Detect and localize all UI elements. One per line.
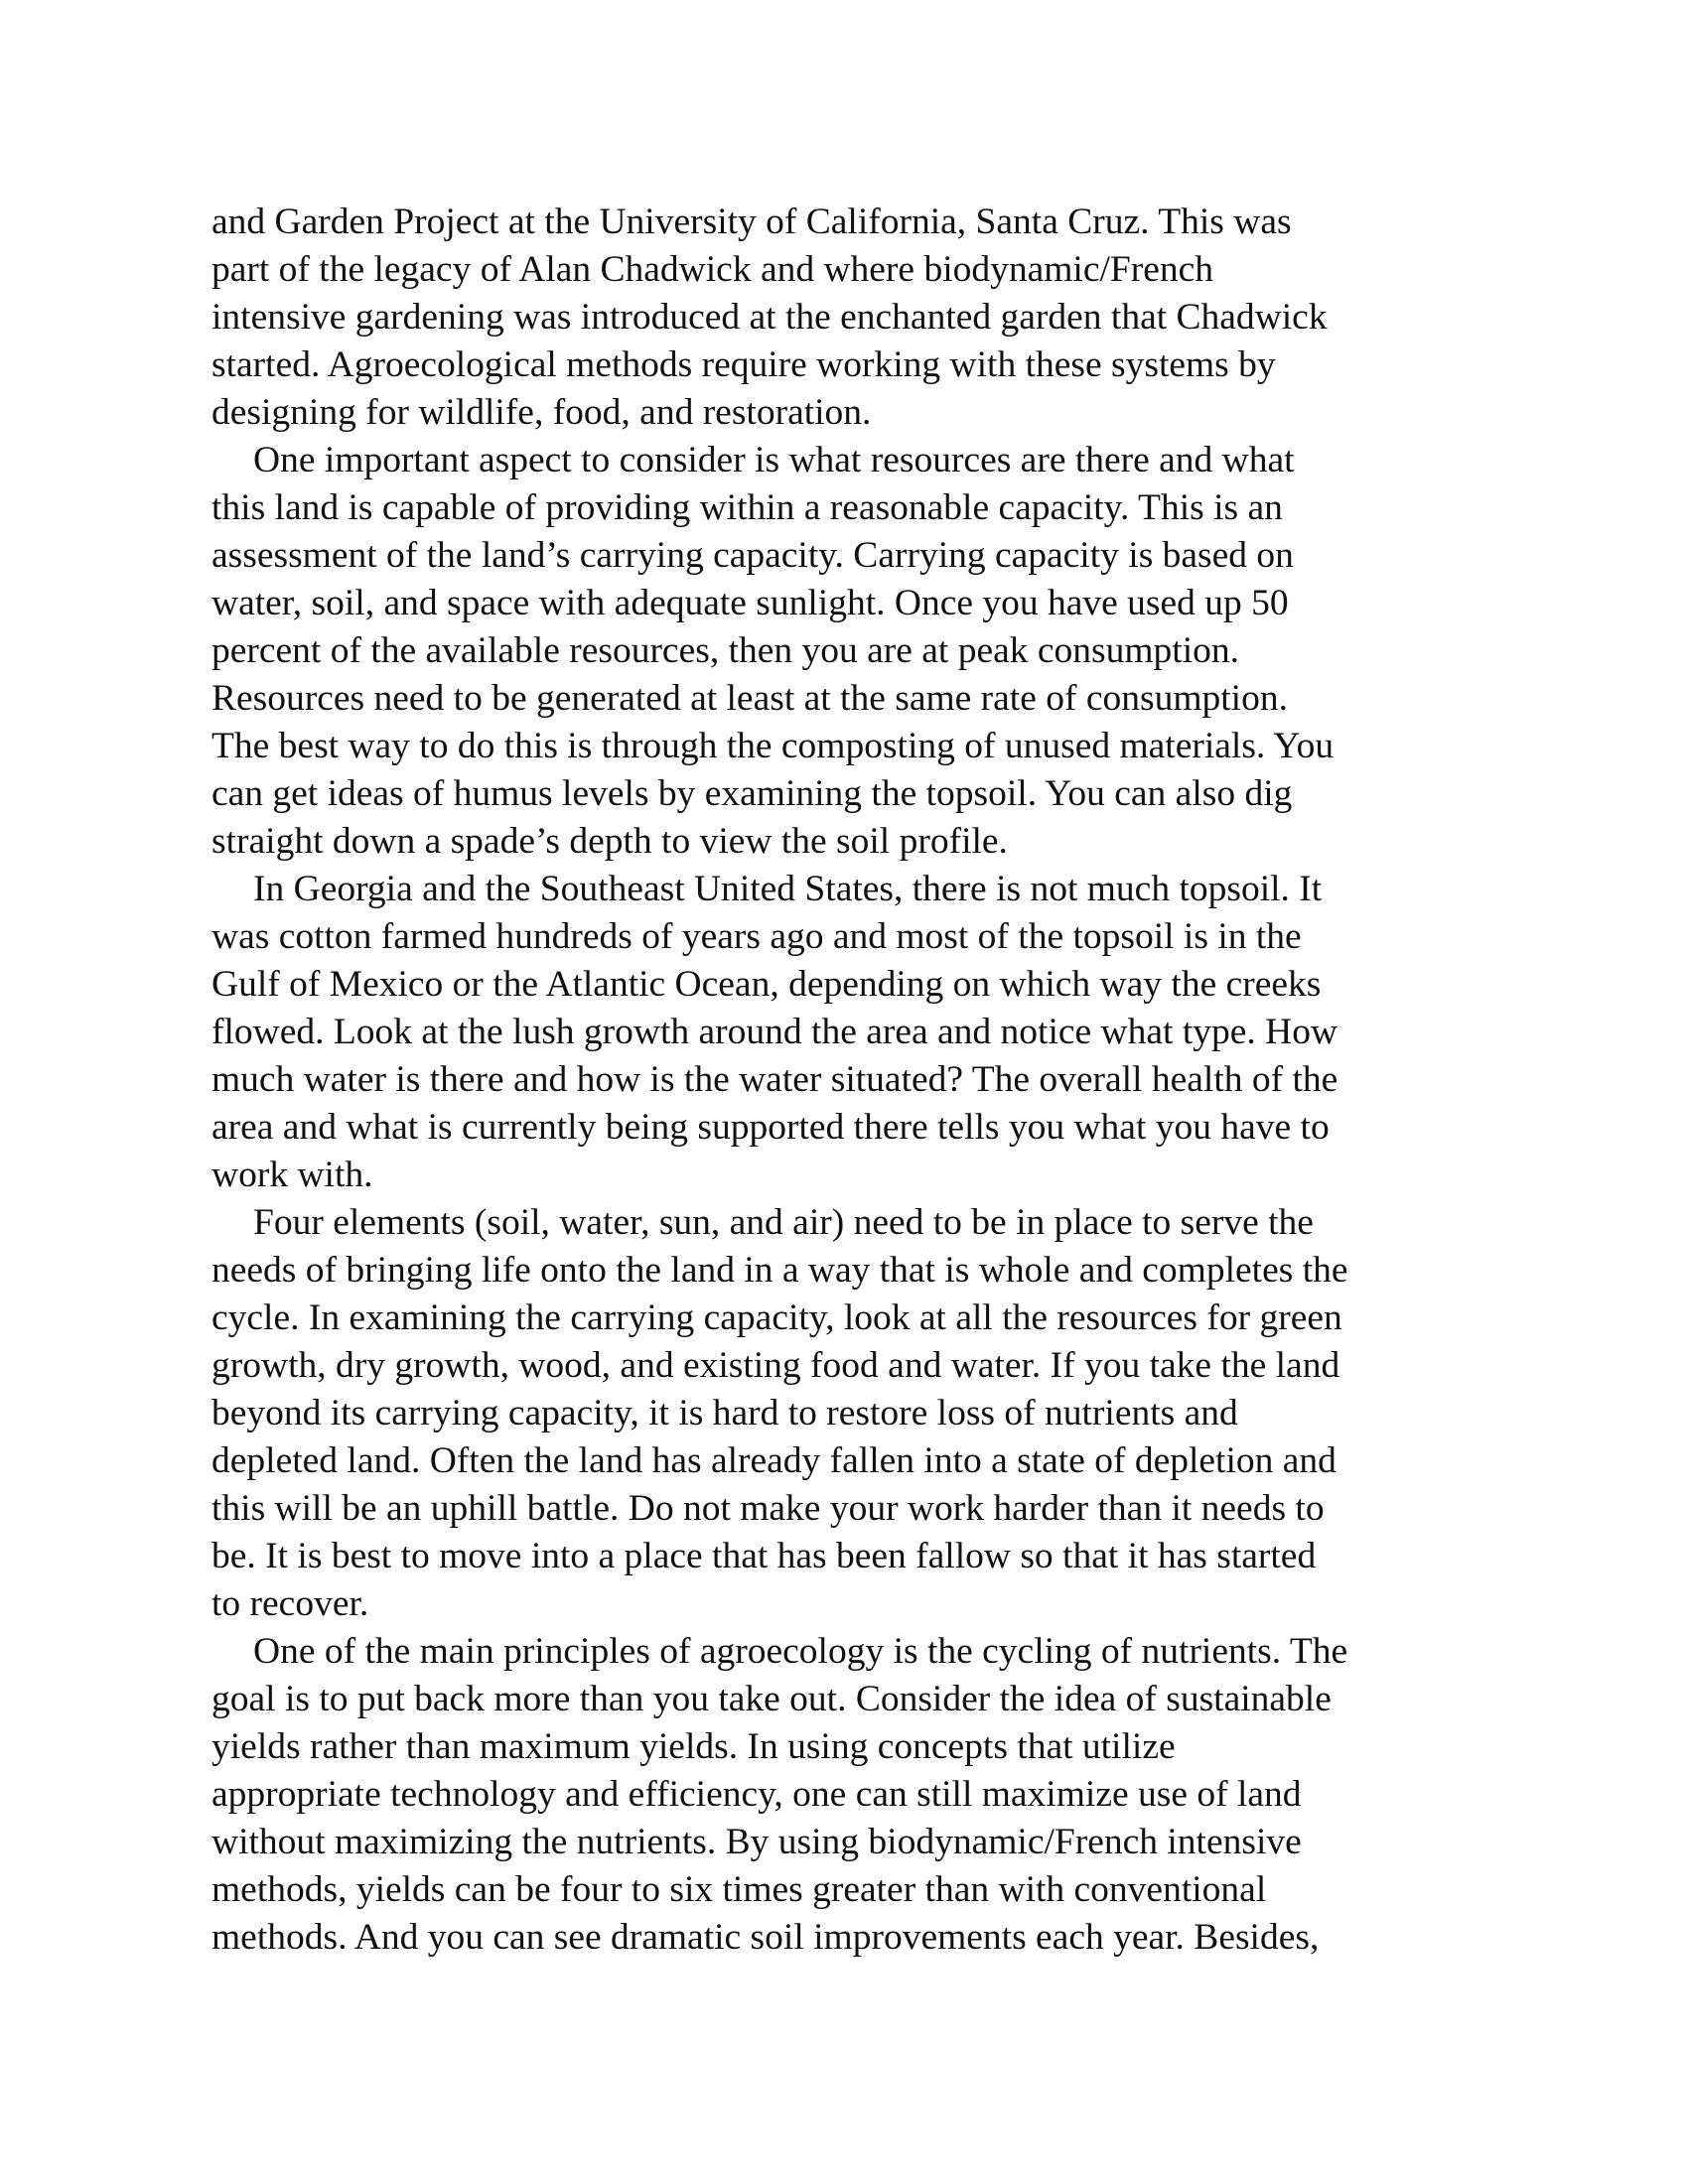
text-line: needs of bringing life onto the land in a way that is whole and completes the	[211, 1250, 1348, 1291]
text-line: beyond its carrying capacity, it is hard to restore loss of nutrients and	[211, 1393, 1238, 1433]
text-line: was cotton farmed hundreds of years ago and most of the topsoil is in the	[211, 916, 1302, 957]
text-line: straight down a spade’s depth to view the soil profile.	[211, 821, 1008, 862]
text-line: intensive gardening was introduced at the enchanted garden that Chadwick	[211, 297, 1328, 338]
text-line: appropriate technology and efficiency, one can still maximize use of land	[211, 1774, 1302, 1815]
text-line: work with.	[211, 1155, 373, 1195]
text-line: The best way to do this is through the composting of unused materials. You	[211, 726, 1335, 766]
text-line: goal is to put back more than you take out. Consider the idea of sustainable	[211, 1679, 1332, 1719]
text-line: started. Agroecological methods require working with these systems by	[211, 344, 1276, 385]
text-line: assessment of the land’s carrying capacity. Carrying capacity is based on	[211, 535, 1294, 576]
text-line: can get ideas of humus levels by examining the topsoil. You can also dig	[211, 773, 1293, 814]
text-line: designing for wildlife, food, and restoration.	[211, 392, 872, 433]
text-line: without maximizing the nutrients. By using biodynamic/French intensive	[211, 1822, 1302, 1862]
text-line: this will be an uphill battle. Do not make your work harder than it needs to	[211, 1488, 1325, 1529]
text-line: water, soil, and space with adequate sunlight. Once you have used up 50	[211, 583, 1289, 623]
text-line: part of the legacy of Alan Chadwick and where biodynamic/French	[211, 249, 1214, 290]
paragraph-first-line: Four elements (soil, water, sun, and air) need to be in place to serve the	[253, 1202, 1314, 1243]
text-line: yields rather than maximum yields. In using concepts that utilize	[211, 1726, 1176, 1767]
text-line: to recover.	[211, 1583, 369, 1624]
text-line: flowed. Look at the lush growth around the area and notice what type. How	[211, 1012, 1338, 1052]
text-line: this land is capable of providing within a reasonable capacity. This is an	[211, 487, 1283, 528]
text-line: growth, dry growth, wood, and existing food and water. If you take the land	[211, 1345, 1340, 1386]
text-line: methods. And you can see dramatic soil improvements each year. Besides,	[211, 1917, 1320, 1958]
text-line: Resources need to be generated at least at the same rate of consumption.	[211, 678, 1288, 719]
paragraph-first-line: One important aspect to consider is what resources are there and what	[253, 440, 1295, 480]
text-line: be. It is best to move into a place that has been fallow so that it has started	[211, 1536, 1317, 1576]
text-line: depleted land. Often the land has already fallen into a state of depletion and	[211, 1440, 1336, 1481]
text-line: methods, yields can be four to six times greater than with conventional	[211, 1869, 1267, 1910]
text-line: and Garden Project at the University of California, Santa Cruz. This was	[211, 202, 1292, 242]
text-line: much water is there and how is the water situated? The overall health of the	[211, 1059, 1338, 1100]
body-text	[211, 199, 1502, 1962]
text-line: area and what is currently being supported there tells you what you have to	[211, 1107, 1330, 1148]
text-line: Gulf of Mexico or the Atlantic Ocean, depending on which way the creeks	[211, 964, 1322, 1005]
text-line: cycle. In examining the carrying capacity, look at all the resources for green	[211, 1297, 1342, 1338]
paragraph-first-line: In Georgia and the Southeast United States, there is not much topsoil. It	[253, 869, 1323, 909]
paragraph-first-line: One of the main principles of agroecology is the cycling of nutrients. The	[253, 1631, 1348, 1672]
text-line: percent of the available resources, then you are at peak consumption.	[211, 630, 1240, 671]
